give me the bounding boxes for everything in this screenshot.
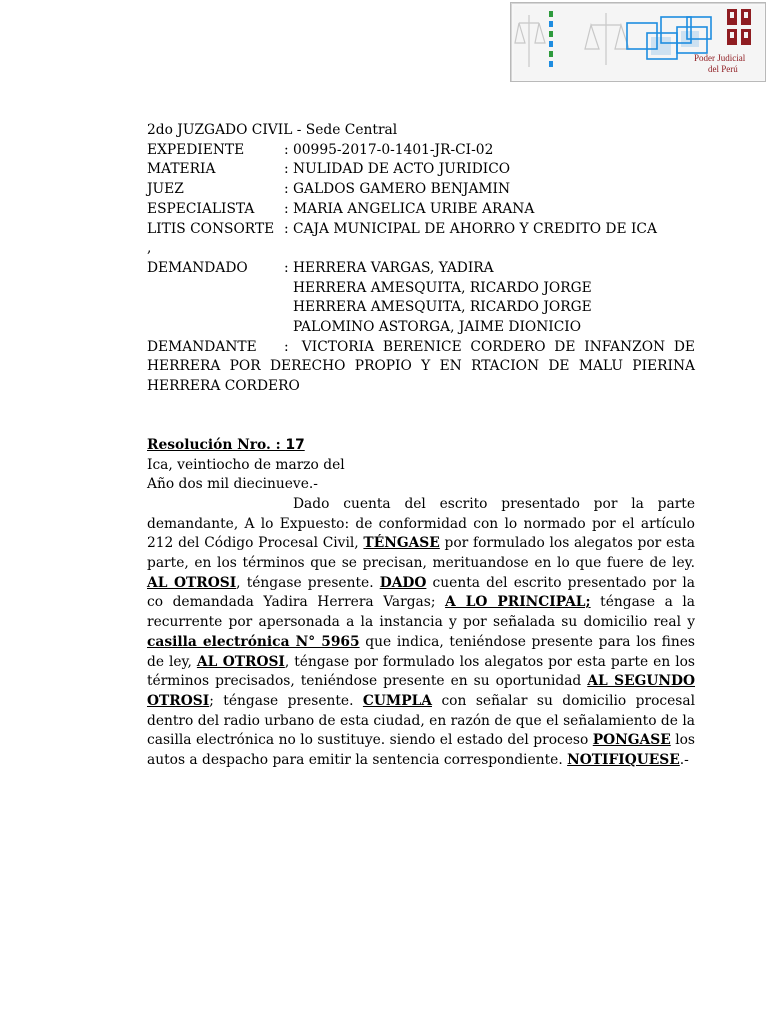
body-emphasis: DADO — [379, 574, 427, 591]
body-text: téngase a la recurrente por apersonada a la instancia y por señalada su domicilio real y — [147, 594, 695, 631]
resolution-number: 17 — [285, 436, 305, 453]
field-label: EXPEDIENTE — [147, 141, 245, 158]
resolution-number-line — [147, 436, 695, 456]
field-juez: JUEZ : GALDOS GAMERO BENJAMIN — [147, 180, 695, 200]
field-value: 00995-2017-0-1401-JR-CI-02 — [293, 141, 494, 158]
demandado-name: HERRERA AMESQUITA, RICARDO JORGE — [293, 279, 592, 296]
body-text: Dado cuenta del escrito presentado por la parte demandante, A lo Expuesto: de conformidad con lo normado por el artículo 212 del Código Procesal Civil, — [147, 495, 695, 552]
field-value: VICTORIA BERENICE CORDERO DE INFANZON DE HERRERA POR DERECHO PROPIO Y EN RTACION DE MALU PIERINA HERRERA CORDERO — [147, 338, 695, 395]
field-value: GALDOS GAMERO BENJAMIN — [293, 181, 511, 198]
body-emphasis: A LO PRINCIPAL; — [445, 594, 591, 611]
field-label: DEMANDADO — [147, 259, 248, 276]
body-emphasis: AL OTROSI — [196, 653, 285, 670]
body-text: que indica, teniéndose presente para los fines de ley, — [147, 633, 695, 670]
body-text: ; téngase presente. — [209, 692, 363, 709]
body-text: por formulado los alegatos por esta parte, en los términos que se precisan, merituandose en lo que fuere de ley. — [147, 535, 696, 572]
resolution-body — [147, 495, 695, 771]
body-emphasis: CUMPLA — [362, 692, 432, 709]
body-emphasis: AL SEGUNDO OTROSI — [147, 673, 695, 709]
body-emphasis: AL OTROSI — [147, 574, 237, 591]
field-litis-consorte: LITIS CONSORTE : CAJA MUNICIPAL DE AHORRO Y CREDITO DE ICA — [147, 220, 695, 240]
resolution-label: Resolución Nro. : — [147, 436, 286, 453]
field-demandado: DEMANDADO : HERRERA VARGAS, YADIRA — [147, 259, 695, 279]
field-label: DEMANDANTE — [147, 338, 257, 355]
court-name: 2do JUZGADO CIVIL - Sede Central — [147, 122, 398, 138]
logo-caption — [694, 53, 764, 75]
field-value: NULIDAD DE ACTO JURIDICO — [293, 161, 511, 178]
body-text: , téngase presente. — [236, 574, 380, 591]
logo-name-line1: Poder Judicial — [694, 53, 746, 63]
logo-name-line2: del Perú — [708, 64, 738, 74]
resolution-document — [147, 121, 695, 771]
body-text: .- — [679, 752, 689, 769]
stray-comma: , — [147, 240, 152, 257]
field-label: JUEZ — [147, 181, 184, 198]
field-expediente: EXPEDIENTE : 00995-2017-0-1401-JR-CI-02 — [147, 141, 695, 161]
body-emphasis: PONGASE — [592, 732, 671, 749]
demandado-name: HERRERA VARGAS, YADIRA — [293, 259, 494, 276]
body-text: los autos a despacho para emitir la sentencia correspondiente. — [147, 732, 696, 769]
field-demandante: DEMANDANTE : VICTORIA BERENICE CORDERO DE INFANZON DE HERRERA POR DERECHO PROPIO Y EN RTACION DE MALU PIERINA HERRERA CORDERO — [147, 338, 695, 395]
field-value: CAJA MUNICIPAL DE AHORRO Y CREDITO DE ICA — [293, 220, 657, 237]
resolution-date-line2: Año dos mil diecinueve.- — [147, 476, 318, 493]
field-label: LITIS CONSORTE — [147, 220, 275, 237]
demandado-name: PALOMINO ASTORGA, JAIME DIONICIO — [293, 319, 582, 336]
field-label: ESPECIALISTA — [147, 200, 255, 217]
body-text: con señalar su domicilio procesal dentro del radio urbano de esta ciudad, en razón de que el señalamiento de la casilla electrónica no lo sustituye. siendo el estado del proceso — [147, 692, 695, 749]
body-emphasis: TÉNGASE — [363, 535, 440, 552]
body-text: , téngase por formulado los alegatos por esta parte en los términos precisados, teniéndose presente en su oportunidad — [147, 653, 695, 690]
body-emphasis: NOTIFIQUESE — [567, 752, 680, 769]
field-label: MATERIA — [147, 161, 216, 178]
field-materia: MATERIA : NULIDAD DE ACTO JURIDICO — [147, 160, 695, 180]
resolution-date-line1: Ica, veintiocho de marzo del — [147, 456, 345, 473]
demandado-name: HERRERA AMESQUITA, RICARDO JORGE — [293, 299, 592, 316]
body-text: cuenta del escrito presentado por la co demandada Yadira Herrera Vargas; — [147, 574, 695, 611]
field-especialista: ESPECIALISTA : MARIA ANGELICA URIBE ARANA — [147, 200, 695, 220]
field-value: MARIA ANGELICA URIBE ARANA — [293, 200, 535, 217]
body-emphasis: casilla electrónica N° 5965 — [147, 633, 360, 650]
